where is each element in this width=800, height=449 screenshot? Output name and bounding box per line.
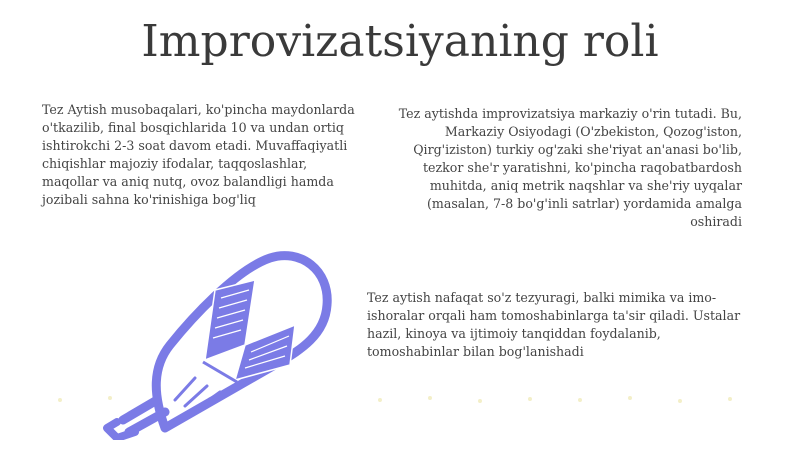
- paragraph-bottom: Tez aytish nafaqat so'z tezyuragi, balki mimika va imo-ishoralar orqali ham tomoshabinlarga ta'sir qiladi. Ustalar hazil, kinoya va ijtimoiy tanqiddan foydalanib, tomoshabinlar bilan bog'lanishadi: [367, 290, 741, 359]
- paragraph-left: Tez Aytish musobaqalari, ko'pincha maydonlarda o'tkazilib, final bosqichlarida 10 va undan ortiq ishtirokchi 2-3 soat davom etadi. Muvaffaqiyatli chiqishlar majoziy ifodalar, taqqoslashlar, maqollar va aniq nutq, ovoz balandligi hamda jozibali sahna ko'rinishiga bog'liq: [42, 102, 355, 207]
- lightbulb-book-icon: [95, 250, 340, 440]
- slide-title: Improvizatsiyaning roli: [141, 16, 659, 67]
- paragraph-right: Tez aytishda improvizatsiya markaziy o'rin tutadi. Bu, Markaziy Osiyodagi (O'zbekiston, Qozog'iston, Qirg'iziston) turkiy og'zaki she'riyat an'anasi bo'lib, tezkor she'r yaratishni, ko'pincha raqobatbardosh muhitda, aniq metrik naqshlar va she'riy uyqalar (masalan, 7-8 bo'g'inli satrlar) yordamida amalga oshiradi: [398, 106, 742, 229]
